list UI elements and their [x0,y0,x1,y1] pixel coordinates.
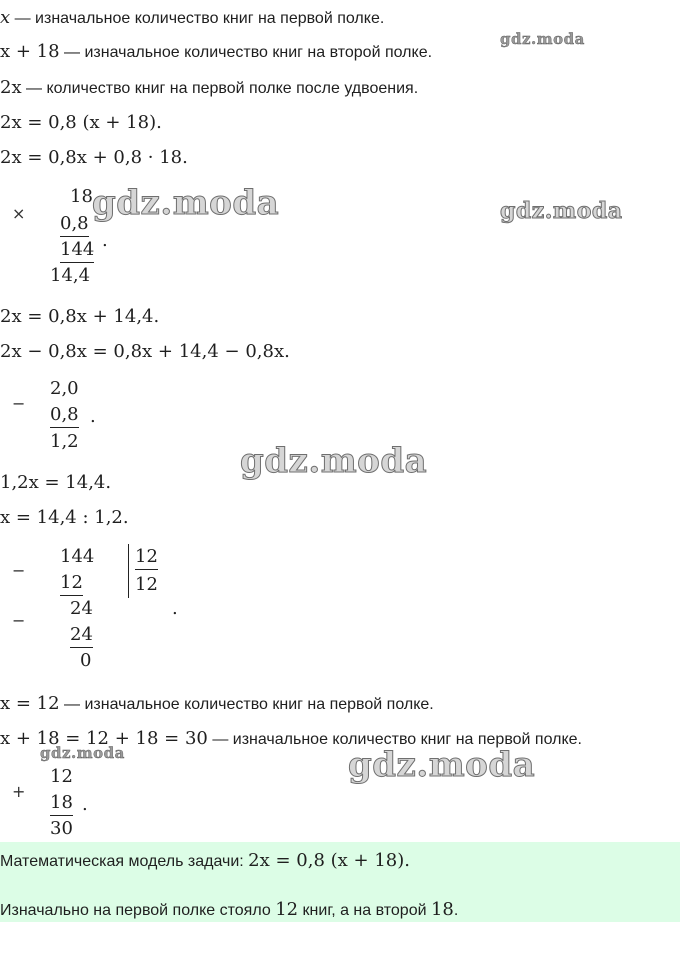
trailing-dot: . [102,230,108,251]
partial-product: 144 [60,239,94,263]
line-text: — изначальное количество книг на второй полке. [59,44,433,61]
product: 14,4 [50,265,91,286]
operand-b: 0,8 [50,404,79,428]
operand-b: 18 [50,792,73,816]
watermark: gdz.moda [348,745,536,785]
math-expression: 2x = 0,8 (x + 18). [248,850,410,871]
watermark: gdz.moda [500,30,585,48]
answer-line-1 [0,850,410,873]
operand-b: 0,8 [60,213,89,237]
answer-text: Математическая модель задачи: [0,853,249,870]
math-expression: 2x [0,77,22,98]
minus-sign: − [12,611,26,630]
solution-line-1 [0,7,384,30]
solution-line-8: 1,2x = 14,4. [0,472,112,493]
line-text: — изначальное количество книг на первой полке. [207,731,582,748]
math-expression: x = 12 [0,693,60,714]
divisor: 12 [135,546,158,570]
solution-line-9: x = 14,4 : 1,2. [0,507,129,528]
solution-line-2 [0,41,432,64]
solution-line-5: 2x = 0,8x + 0,8 · 18. [0,147,188,168]
trailing-dot: . [90,406,96,427]
multiply-sign: × [12,204,26,223]
solution-line-11 [0,728,582,751]
answer-text: Изначально на первой полке стояло [0,902,276,919]
number: 18 [430,899,454,920]
math-expression: x + 18 [0,41,60,62]
watermark: gdz.moda [500,198,623,224]
answer-box [0,842,680,922]
number: 12 [275,899,299,920]
minus-sign: − [12,394,26,413]
operand-a: 12 [50,766,73,787]
quotient: 12 [135,574,158,595]
minus-sign: − [12,561,26,580]
sum: 30 [50,818,73,839]
trailing-dot: . [172,598,178,619]
watermark: gdz.moda [240,441,428,481]
solution-line-3 [0,77,418,100]
division-bar [128,544,129,598]
math-expression: x [0,7,11,28]
operand-a: 18 [70,186,93,207]
operand-a: 2,0 [50,378,79,399]
solution-line-10 [0,693,434,716]
solution-line-6: 2x = 0,8x + 14,4. [0,306,160,327]
solution-line-4: 2x = 0,8 (x + 18). [0,112,162,133]
watermark: gdz.moda [40,744,125,762]
plus-sign: + [12,782,26,801]
line-text: — изначальное количество книг на первой полке. [10,10,385,27]
answer-text: книг, а на второй [298,902,431,919]
math-expression: x + 18 = 12 + 18 = 30 [0,728,208,749]
remainder-2: 0 [80,650,92,671]
dividend: 144 [60,546,95,567]
line-text: — количество книг на первой полке после удвоения. [21,80,419,97]
answer-line-2 [0,899,458,922]
subtrahend-2: 24 [70,624,93,648]
solution-line-7: 2x − 0,8x = 0,8x + 14,4 − 0,8x. [0,341,290,362]
watermark: gdz.moda [92,183,280,223]
line-text: — изначальное количество книг на первой полке. [59,696,434,713]
trailing-dot: . [82,794,88,815]
subtrahend-1: 12 [60,572,83,596]
remainder-1: 24 [70,598,93,619]
answer-text: . [453,902,459,919]
difference: 1,2 [50,431,79,452]
